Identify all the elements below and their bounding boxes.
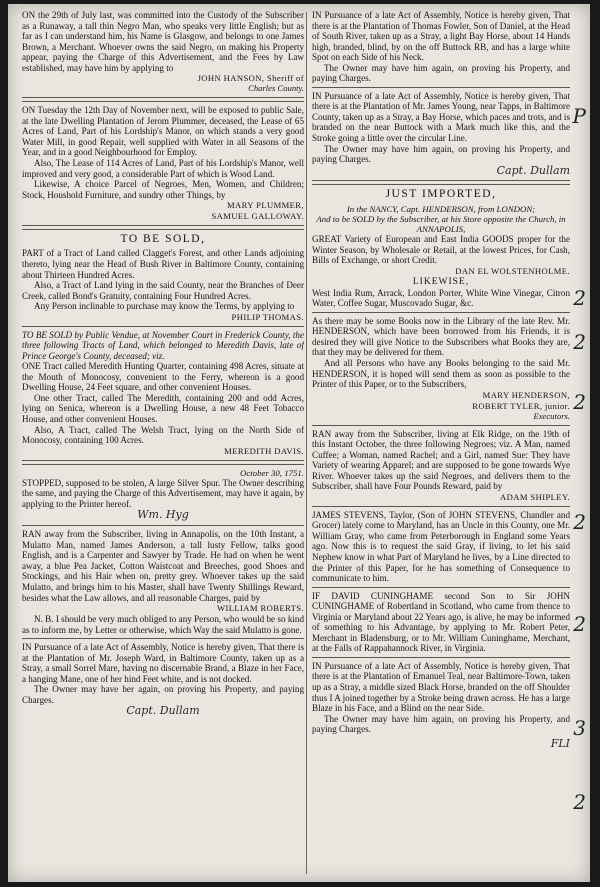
ad-paragraph: The Owner may have him again, on proving his Property, and paying Charges.: [312, 713, 570, 735]
ad-paragraph: Also, A Tract, called The Welsh Tract, lying on the North Side of Monocosy, containing 100 Acres.: [22, 424, 304, 446]
ad-text: RAN away from the Subscriber, living in Annapolis, on the 10th Instant, a Mulatto Man, named James Anderson, a tall lusty Fellow, talks good English, and is a Carpenter and Sawyer by Trade. He had on when he went away, a blue Pea Jacket, Cotton Waistcoat and Breeches, good Shoes and Stockings, and his Hair when on, pretty grey. Whoever takes up the said Mulatto, and brings him to his Master, shall have Twenty Shillings Reward, besides what the Law allows, and all reasonable Charges, paid by: [22, 529, 304, 603]
divider: [22, 97, 304, 102]
ad-paragraph: Also, The Lease of 114 Acres of Land, Part of his Lordship's Manor, well improved and very good, a considerable Part of which is Wood Land.: [22, 157, 304, 179]
handwritten-bottom-mark: FLI: [550, 736, 570, 750]
margin-mark: P: [572, 104, 586, 128]
ad-text: ONE Tract called Meredith Hunting Quarter, containing 498 Acres, situate at the Mouth of Monocosy, convenient to the Ferry, whereon is a good Dwelling House, 24 Feet square, and other convenient Houses.: [22, 361, 304, 393]
ad-signature: WILLIAM ROBERTS.: [216, 603, 304, 614]
newspaper-page: [8, 4, 590, 882]
ad-text: GREAT Variety of European and East India GOODS proper for the Winter Season, by Wholesale or Retail, at the lowest Prices, for Cash, Bills of Exchange, or short Credit.: [312, 234, 570, 266]
margin-mark: 2: [573, 330, 586, 354]
ad-runaway-anderson: [22, 529, 304, 635]
divider: [22, 638, 304, 639]
ad-paragraph: Any Person inclinable to purchase may know the Terms, by applying to: [34, 301, 295, 312]
divider: [22, 525, 304, 526]
margin-mark: 2: [573, 510, 586, 534]
ad-signature-2: ROBERT TYLER, junior.: [472, 400, 570, 411]
divider: [22, 460, 304, 465]
ad-paragraph: And all Persons who have any Books belonging to the said Mr. HENDERSON, it is hoped will send them as soon as possible to the Printer of this Paper, or to the Subscribers,: [312, 357, 570, 390]
ad-intro: TO BE SOLD by Public Vendue, at November Court in Frederick County, the three following Tracts of Land, which belonged to Meredith Davis, late of Prince George's County, deceased; viz.: [22, 329, 304, 361]
ad-text: IN Pursuance of a late Act of Assembly, Notice is hereby given, That there is at the Plantation of Mr. Joseph Ward, in Baltimore County, taken up as a Stray, a small Sorrel Mare, having no discernable Brand, a Blaze in her Face, a hanging Mane, one of her hind Feet white, and is not docked.: [22, 642, 304, 684]
handwritten-note: Wm. Hyg: [137, 508, 189, 522]
ad-stray-fowler: [312, 10, 570, 84]
ad-signature-2: Charles County.: [248, 83, 304, 94]
margin-handwritten-marks: [566, 4, 586, 882]
ad-text: IN Pursuance of a late Act of Assembly, Notice is hereby given, That there is at the Plantation of Thomas Fowler, Son of Daniel, at the Head of South River, taken up as a Stray, a light Bay Horse, about 14 Hands high, branded, blind, by on the off Buttock RB, and has a large white Spot on each Side of his Neck.: [312, 10, 570, 63]
ad-subheading: In the NANCY, Capt. HENDERSON, from LONDON;: [346, 203, 536, 214]
ad-silver-spur: [22, 468, 304, 523]
ad-text: RAN away from the Subscriber, living at Elk Ridge, on the 19th of this Instant October, the three following Negroes; viz. A Man, named Cuffee; a Woman, named Rachel; and a Girl, named Sue: They have Variety of wearing Apparel; and are supposed to be gone towards Wye River. Whoever takes up the said Negroes, and delivers them to the Subscriber, shall have Four Pounds Reward, paid by: [312, 428, 570, 492]
ad-signature: MARY HENDERSON,: [482, 389, 570, 400]
ad-text: IF DAVID CUNINGHAME second Son to Sir JOHN CUNINGHAME of Robertland in Scotland, who came from thence to Virginia or Maryland about 22 Years ago, is alive, he may be informed of something to his Advantage, by applying to Mr. Robert Peter, Merchant in Bladensburg, or to Mr. William Cuninghame, Merchant, at the Falls of Rappahannock River, in Virginia.: [312, 590, 570, 654]
divider: [312, 506, 570, 507]
divider: [312, 180, 570, 185]
ad-runaway-glasgow: [22, 10, 304, 94]
ad-runaway-shipley: [312, 429, 570, 503]
ad-just-imported: [312, 188, 570, 308]
divider: [312, 657, 570, 658]
column-divider: [306, 12, 307, 874]
margin-mark: 2: [573, 612, 586, 636]
divider: [312, 87, 570, 88]
ad-stray-teal: [312, 661, 570, 735]
ad-subheading: And to be SOLD by the Subscriber, at his Store opposite the Church, in ANNAPOLIS,: [316, 213, 566, 234]
ad-paragraph: Also, a Tract of Land lying in the said County, near the Branches of Deer Creek, called Bond's Gratuity, containing Four Hundred Acres.: [22, 280, 304, 301]
divider: [22, 225, 304, 230]
divider: [312, 587, 570, 588]
ad-paragraph: West India Rum, Arrack, London Porter, White Wine Vinegar, Citron Water, Coffee Sugar, Muscovado Sugar, &c.: [312, 287, 570, 309]
ad-text: STOPPED, supposed to be stolen, A large Silver Spur. The Owner describing the same, and paying the Charge of this Advertisement, may have it again, by applying to the Printer hereof.: [22, 477, 304, 509]
ad-text: PART of a Tract of Land called Clagget's Forest, and other Lands adjoining thereto, lying near the Head of Bush River in Baltimore County, containing about Thirteen Hundred Acres.: [22, 248, 304, 280]
ad-henderson-books: [312, 316, 570, 422]
ad-paragraph: One other Tract, called The Meredith, containing 200 and odd Acres, lying on Senica, whereon is a Dwelling House, a new 48 Feet Tobacco House, and other convenient Houses.: [22, 392, 304, 425]
ad-text: As there may be some Books now in the Library of the late Rev. Mr. HENDERSON, which have been borrowed from his Friends, it is desired they will give Notice to the Subscribers what Books they are, that they may be delivered for them.: [312, 315, 570, 358]
ad-text: JAMES STEVENS, Taylor, (Son of JOHN STEVENS, Chandler and Grocer) lately come to Maryland, has an Uncle in this County, one Mr. William Gray, who came from Peterborough in England some Years ago. Now this is to request the said Gray, if living, to let his said Nephew know in what Part of Maryland he lives, by a Line directed to the Printer of this Paper, for he has something of Consequence to communicate to him.: [312, 509, 570, 584]
margin-mark: 2: [573, 790, 586, 814]
ad-cuninghame: [312, 591, 570, 654]
ad-likewise: LIKEWISE,: [412, 276, 470, 287]
ad-james-stevens: [312, 510, 570, 584]
ad-text: IN Pursuance of a late Act of Assembly, Notice is hereby given, That there is at the Plantation of Emanuel Teal, near Baltimore-Town, taken up as a Stray, a middle sized Black Horse, branded on the off Shoulder thus I A joined together by a Stroke being drawn across. He has a large Blaze in his Face, and a Blind on the near Side.: [312, 660, 570, 714]
ad-signature: MEREDITH DAVIS.: [224, 445, 304, 456]
ad-paragraph: The Owner may have her again, on proving his Property, and paying Charges.: [22, 684, 304, 705]
ad-executors: Executors.: [533, 410, 570, 421]
ad-text: IN Pursuance of a late Act of Assembly, Notice is hereby given, That there is at the Plantation of Mr. James Young, near Tapps, in Baltimore County, taken up as a Stray, a Bay Horse, which paces and trots, and is branded on the near Buttock with a Mark much like this, and the Stroke going a little over the circular Line.: [312, 90, 570, 144]
ad-thomas-land: [22, 233, 304, 323]
ad-plummer-sale: [22, 105, 304, 222]
ad-signature: MARY PLUMMER,: [227, 200, 304, 211]
ad-date: October 30, 1751.: [239, 467, 304, 478]
ad-signature: ADAM SHIPLEY.: [500, 491, 570, 502]
ad-signature: DAN EL WOLSTENHOLME.: [455, 265, 570, 276]
ad-stray-mare: [22, 642, 304, 718]
ad-paragraph: Likewise, A choice Parcel of Negroes, Men, Women, and Children; Stock, Houshold Furniture, and sundry other Things, by: [22, 179, 304, 200]
ad-davis-tracts: [22, 330, 304, 457]
margin-mark: 2: [573, 286, 586, 310]
ad-heading: TO BE SOLD,: [120, 233, 206, 246]
ad-paragraph: The Owner may have him again, on proving his Property, and paying Charges.: [312, 62, 570, 84]
divider: [312, 312, 570, 313]
ad-text: ON Tuesday the 12th Day of November next, will be exposed to public Sale, at the late Dwelling Plantation of Jerom Plummer, deceased, the Lease of 65 Acres of Land, Part of his Lordship's Manor, on which stands a very good Water Mill, in good Repair, well supplied with Water in all Seasons of the Year, and in a good Neighbourhood for Employ.: [22, 105, 304, 158]
ad-nb: N. B. I should be very much obliged to any Person, who would be so kind as to inform me, by Letter or otherwise, which Way the said Mulatto is gone.: [22, 614, 304, 635]
handwritten-signature: Capt. Dullam: [496, 163, 570, 177]
divider: [312, 425, 570, 426]
ad-signature: PHILIP THOMAS.: [231, 311, 304, 322]
margin-mark: 2: [573, 390, 586, 414]
margin-mark: 3: [573, 716, 586, 740]
ad-stray-young: [312, 91, 570, 178]
ad-signature-2: SAMUEL GALLOWAY.: [211, 211, 304, 222]
divider: [22, 326, 304, 327]
ad-text: ON the 29th of July last, was committed into the Custody of the Subscriber as a Runaway, a tall thin Negro Man, who speaks very little English; but as far as I can understand him, his Name is Glasgow, and belongs to one James Brown, a Merchant. Whoever owns the said Negro, on making his Property appear, paying the Charge of this Advertisement, and the Fees by Law established, may have him by applying to: [22, 10, 304, 73]
ad-paragraph: The Owner may have him again, on proving his Property, and paying Charges.: [312, 143, 570, 165]
ad-heading: JUST IMPORTED,: [385, 188, 497, 201]
left-column: [22, 10, 304, 876]
handwritten-signature: Capt. Dullam: [126, 704, 200, 718]
ad-signature: JOHN HANSON, Sheriff of: [197, 73, 304, 84]
right-column: [312, 10, 570, 876]
